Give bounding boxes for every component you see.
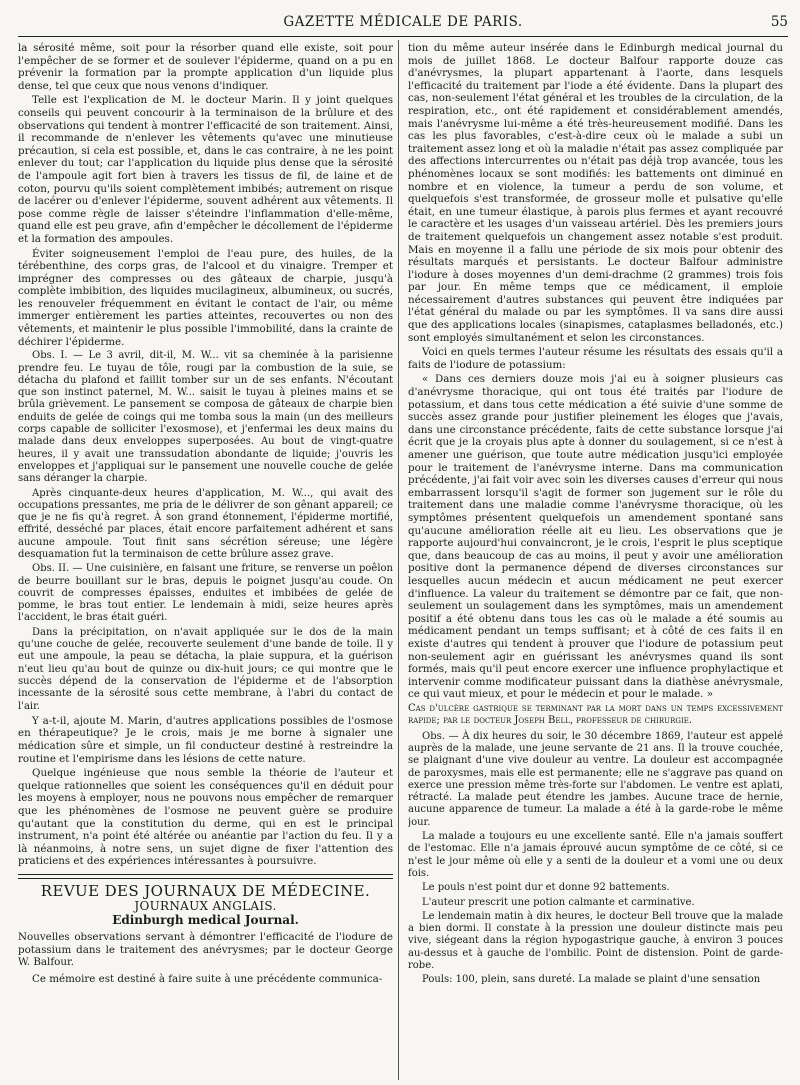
paragraph: Éviter soigneusement l'emploi de l'eau pure, des huiles, de la térébenthine, des corps gras, de l'alcool et du vinaigre. Tremper et imprégner des compresses ou des gâteaux de charpie, jusqu'à complète imbibition, des liquides mucilagineux, albumineux, ou sucrés, les renouveler fréquemment en évitant le contact de l'air, ou même immerger entièrement les parties atteintes, recouvertes ou non des vêtements, et maintenir le plus possible l'immobilité, dans la crainte de déchirer l'épiderme. [18,247,393,348]
page-header [18,14,788,34]
paragraph: Pouls: 100, plein, sans dureté. La malade se plaint d'une sensation [422,974,761,986]
section-divider [18,874,393,879]
case-heading: Cas d'ulcère gastrique se terminant par la mort dans un temps excessivement rapide; par le docteur Joseph Bell, professeur de chirurgie. [408,702,783,727]
paragraph: Le pouls n'est point dur et donne 92 battements. [422,882,670,894]
journal-name: Edinburgh medical Journal. [112,913,299,928]
paragraph: Y a-t-il, ajoute M. Marin, d'autres applications possibles de l'osmose en thérapeutique? Je le crois, mais je me borne à signaler une médication sûre et simple, un fil conducteur destiné à restreindre la routine et l'empirisme dans les lésions de cette nature. [18,714,393,765]
observation: Obs. II. — Une cuisinière, en faisant une friture, se renverse un poêlon de beurre bouillant sur le bras, depuis le poignet jusqu'au coude. On couvrit de compresses épaisses, enduites et imbibées de gelée de pomme, le bras tout entier. Le lendemain à midi, seize heures après l'accident, le bras était guéri. [18,563,393,624]
paragraph: tion du même auteur insérée dans le Edinburgh medical journal du mois de juillet 1868. Le docteur Balfour rapporte douze cas d'anévrysmes, la plupart appartenant à l'aorte, dans lesquels l'efficacité du traitement par l'iode a été évidente. Dans la plupart des cas, non-seulement l'état général et les troubles de la circulation, de la respiration, etc., ont été rapidement et considérablement amendés, mais l'anévrysme lui-même a été très-heureusement modifié. Dans les cas les plus favorables, c'est-à-dire ceux où le malade a subi un traitement assez long et où la maladie n'était pas assez compliquée par des affections intercurrentes ou n'était pas déjà trop avancée, tous les phénomènes locaux se sont modifiés: les battements ont diminué en nombre et en violence, la tumeur a perdu de son volume, et quelquefois s'est transformée, de grosseur molle et pulsative qu'elle était, en une tumeur élastique, à parois plus fermes et ayant recouvré le caractère et les usages d'un vaisseau artériel. Dès les premiers jours de traitement quelquefois un changement assez notable s'est produit. Mais en moyenne il a fallu une période de six mois pour obtenir des résultats marqués et persistants. Le docteur Balfour administre l'iodure à doses moyennes d'un demi-drachme (2 grammes) trois fois par jour. En même temps que ce médicament, il emploie nécessairement d'autres substances qui peuvent être indiquées par l'état général du malade ou par les symptômes. Il va sans dire aussi que des applications locales (sinapismes, cataplasmes belladonés, etc.) sont employés simultanément et selon les circonstances. [408,42,783,344]
article-title: Nouvelles observations servant à démontrer l'efficacité de l'iodure de potassium dans le traitement des anévrysmes; par le docteur George W. Balfour. [18,930,393,969]
paragraph: la sérosité même, soit pour la résorber quand elle existe, soit pour l'empêcher de se former et de soulever l'épiderme, quand on a pu en prévenir la formation par la prompte application d'un liquide plus dense, tel que ceux que nous venons d'indiquer. [18,42,393,92]
observation: Obs. I. — Le 3 avril, dit-il, M. W... vit sa cheminée à la parisienne prendre feu. Le tuyau de tôle, rougi par la combustion de la suie, se détacha du plafond et faillit tomber sur un de ses enfants. N'écoutant que son instinct paternel, M. W... saisit le tuyau à pleines mains et se brûla grièvement. Le pansement se composa de gâteaux de charpie bien enduits de gelée de coings qui me tomba sous la main (un des meilleurs corps capable de solliciter l'exosmose), et j'enfermai les deux mains du malade dans deux enveloppes superposées. Au bout de vingt-quatre heures, il y avait une transsudation abondante de liquide; j'ouvris les enveloppes et j'appliquai sur le pansement une nouvelle couche de gelée sans déranger la charpie. [18,350,393,485]
header-rule [18,36,788,37]
paragraph: Telle est l'explication de M. le docteur Marin. Il y joint quelques conseils qui peuvent concourir à la terminaison de la brûlure et des observations qui tendent à montrer l'efficacité de son traitement. Ainsi, il recommande de n'enlever les vêtements qu'avec une minutieuse précaution, si cela est possible, et, dans le cas contraire, à ne les point enlever du tout; car l'application du liquide plus dense que la sérosité de l'ampoule agit fort bien à travers les tissus de fil, de laine et de coton, pourvu qu'ils soient complètement imbibés; autrement on risque de lacérer ou d'enlever l'épiderme, souvent adhérent aux vêtements. Il pose comme règle de laisser s'éteindre l'inflammation d'elle-même, quand elle est peu grave, afin d'empêcher le décollement de l'épiderme et la formation des ampoules. [18,94,393,245]
observation: Après cinquante-deux heures d'application, M. W..., qui avait des occupations pressantes, me pria de le délivrer de son gênant appareil; ce que je ne fis qu'à regret. À son grand étonnement, l'épiderme mortifié, effrité, desséché par places, était encore parfaitement adhérent et sans aucune ampoule. Tout finit sans sécrétion séreuse; une légère desquamation fut la terminaison de cette brûlure assez grave. [18,487,393,560]
paragraph: La malade a toujours eu une excellente santé. Elle n'a jamais souffert de l'estomac. Elle n'a jamais éprouvé aucun symptôme de ce côté, si ce n'est le jour même où elle y a senti de la douleur et a vomi une ou deux fois. [408,831,783,879]
column-separator [398,40,399,1080]
observation: Obs. — À dix heures du soir, le 30 décembre 1869, l'auteur est appelé auprès de la malade, une jeune servante de 21 ans. Il la trouve couchée, se plaignant d'une vive douleur au ventre. La douleur est accompagnée de paroxysmes, mais elle est permanente; elle ne s'aggrave pas quand on exerce une pression même très-forte sur l'abdomen. Le ventre est aplati, rétracté. La malade peut étendre les jambes. Aucune trace de hernie, aucune apparence de tumeur. La malade a été à la garde-robe le même jour. [408,730,783,828]
observation: Dans la précipitation, on n'avait appliquée sur le dos de la main qu'une couche de gelée, recouverte seulement d'une bande de toile. Il y eut une ampoule, la peau se détacha, la plaie suppura, et la guérison n'eut lieu qu'au bout de quinze ou dix-huit jours; ce qui montre que le succès dépend de la conservation de l'épiderme et de l'absorption incessante de la sérosité sous cette membrane, à l'abri du contact de l'air. [18,626,393,712]
paragraph: Le lendemain matin à dix heures, le docteur Bell trouve que la malade a bien dormi. Il constate à la pression une douleur distincte mais peu vive, siégeant dans la région hypogastrique gauche, à environ 3 pouces au-dessus et à gauche de l'ombilic. Point de distension. Point de garde-robe. [408,910,783,972]
left-column [18,42,393,1077]
paragraph: L'auteur prescrit une potion calmante et carminative. [422,896,695,908]
paragraph: Voici en quels termes l'auteur résume les résultats des essais qu'il a faits de l'iodure de potassium: [408,346,783,371]
review-title: REVUE DES JOURNAUX DE MÉDECINE. [40,881,371,900]
quotation: « Dans ces derniers douze mois j'ai eu à soigner plusieurs cas d'anévrysme thoracique, qui ont tous été traités par l'iodure de potassium, et dans tous cette médication a été suivie d'une somme de succès assez grande pour justifier pleinement les éloges que j'avais, dans une circonstance précédente, faits de cette substance lorsque j'ai écrit que je la croyais plus apte à donner du soulagement, si ce n'est à amener une guérison, que toute autre médication jusqu'ici employée pour le traitement de l'anévrysme interne. Dans ma communication précédente, j'ai fait voir avec soin les diverses causes d'erreur qui nous embarrassent lorsqu'il s'agit de former son jugement sur le rôle du traitement dans une maladie comme l'anévrysme thoracique, où les symptômes présentent quelquefois un amendement spontané sans qu'aucune amélioration réelle ait eu lieu. Les observations que je rapporte aujourd'hui convaincront, je le crois, l'esprit le plus sceptique que, dans beaucoup de cas au moins, il peut y avoir une amélioration positive dont la permanence dépend de diverses circonstances sur lesquelles aucun médecin et aucun médicament ne peut exercer d'influence. La valeur du traitement se démontre par ce fait, que non-seulement un soulagement dans les symptômes, mais un amendement positif a été obtenu dans tous les cas où le malade a été soumis au médicament pendant un temps suffisant; et à côté de ces faits il en existe d'autres qui tendent à prouver que l'iodure de potassium peut non-seulement agir en guérissant les anévrysmes quand ils sont formés, mais qu'il peut encore exercer une influence prophylactique et intervenir comme modificateur puissant dans la diathèse anévrysmale, ce qui vaut mieux, et pour le médecin et pour le malade. » [408,373,783,701]
journal-title: GAZETTE MÉDICALE DE PARIS. [283,14,523,30]
paragraph: Quelque ingénieuse que nous semble la théorie de l'auteur et quelque rationnelles que soient les conséquences qu'il en déduit pour les moyens à employer, nous ne pouvons nous empêcher de remarquer que les phénomènes de l'osmose ne peuvent guère se produire qu'autant que la constitution du derme, qui en est le principal instrument, n'a point été altérée ou anéantie par l'action du feu. Il y a là néanmoins, à notre sens, un sujet digne de fixer l'attention des praticiens et des expériences intéressantes à poursuivre. [18,767,393,868]
paragraph: Ce mémoire est destiné à faire suite à une précédente communica- [32,973,383,986]
page-number: 55 [770,14,788,30]
right-column [408,42,783,1077]
review-subtitle: JOURNAUX ANGLAIS. [134,898,277,913]
